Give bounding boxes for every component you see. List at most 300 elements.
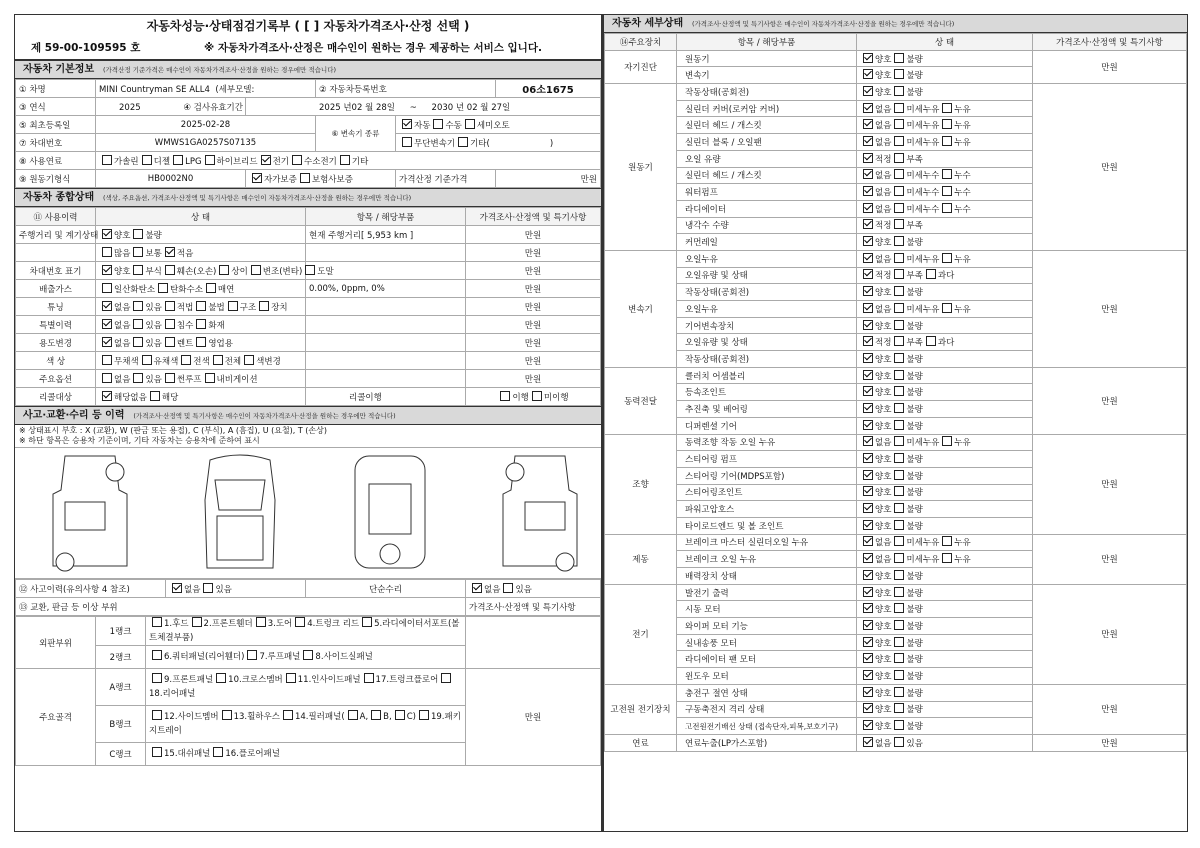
rank-checkbox[interactable] — [152, 617, 162, 627]
rank-checkbox[interactable] — [364, 673, 374, 683]
detail-item: 스티어링조인트 — [677, 484, 857, 501]
overall-checkbox[interactable] — [165, 247, 175, 257]
detail-option-label: 불량 — [906, 621, 923, 632]
fuel-checkbox[interactable] — [340, 155, 350, 165]
overall-checkbox[interactable] — [133, 229, 143, 239]
detail-checkbox[interactable] — [926, 336, 936, 346]
detail-checkbox[interactable] — [863, 353, 873, 363]
overall-option-label: 없음 — [114, 338, 131, 349]
rank-checkbox[interactable] — [362, 617, 372, 627]
motor-label: ⑨ 원동기형식 — [16, 170, 96, 188]
detail-checkbox[interactable] — [894, 336, 904, 346]
recall-option-label: 미이행 — [543, 392, 569, 403]
fuel-checkbox[interactable] — [102, 155, 112, 165]
detail-checkbox[interactable] — [894, 486, 904, 496]
overall-checkbox[interactable] — [102, 319, 112, 329]
warranty-checkbox[interactable] — [252, 173, 262, 183]
detail-checkbox[interactable] — [942, 536, 952, 546]
trans2-checkbox[interactable] — [458, 137, 468, 147]
detail-state — [857, 434, 1033, 451]
legend-line-2: ※ 하단 항목은 승용차 기준이며, 기타 자동차는 승용차에 준하여 표시 — [19, 436, 260, 445]
detail-h-state: 상 태 — [857, 34, 1033, 51]
overall-checkbox[interactable] — [181, 355, 191, 365]
detail-checkbox[interactable] — [863, 253, 873, 263]
detail-checkbox[interactable] — [894, 203, 904, 213]
simple-repair-checkbox[interactable] — [503, 583, 513, 593]
rank-items — [146, 646, 466, 669]
detail-option-label: 불량 — [906, 455, 923, 466]
recall-checkbox[interactable] — [532, 391, 542, 401]
detail-checkbox[interactable] — [894, 453, 904, 463]
overall-checkbox[interactable] — [102, 265, 112, 275]
detail-checkbox[interactable] — [894, 136, 904, 146]
detail-option-label: 불량 — [906, 521, 923, 532]
detail-option-label: 적정 — [875, 271, 892, 282]
detail-checkbox[interactable] — [863, 286, 873, 296]
overall-option-label: 장치 — [271, 302, 288, 313]
detail-checkbox[interactable] — [863, 136, 873, 146]
detail-state — [857, 584, 1033, 601]
detail-state — [857, 284, 1033, 301]
detail-checkbox[interactable] — [863, 603, 873, 613]
fuel-option-label: 기타 — [351, 156, 369, 167]
reg-no-label: ② 자동차등록번호 — [316, 80, 496, 98]
detail-checkbox[interactable] — [863, 303, 873, 313]
fuel-checkbox[interactable] — [261, 155, 271, 165]
rank-checkbox[interactable] — [192, 617, 202, 627]
detail-row — [605, 367, 1187, 384]
overall-row-label: 주요옵션 — [16, 370, 96, 388]
overall-option-label: 훼손(오손) — [176, 266, 217, 277]
overall-option-label: 상이 — [231, 266, 248, 277]
overall-checkbox[interactable] — [158, 283, 168, 293]
overall-checkbox[interactable] — [196, 319, 206, 329]
detail-checkbox[interactable] — [863, 553, 873, 563]
rank-label: A랭크 — [96, 669, 146, 706]
trans-label: ⑥ 변속기 종류 — [316, 116, 396, 152]
detail-checkbox[interactable] — [863, 520, 873, 530]
inspect-from: 2025 년02 월 28일 — [319, 102, 396, 113]
detail-item: 동력조향 작동 오일 누유 — [677, 434, 857, 451]
detail-h-device: ⑭주요장치 — [605, 34, 677, 51]
overall-option-label: 전색 — [193, 356, 210, 367]
rank-option-label: 3.도어 — [267, 619, 293, 629]
overall-checkbox[interactable] — [259, 301, 269, 311]
overall-row-item: 현재 주행거리[ 5,953 km ] — [306, 226, 466, 244]
warranty-options — [246, 170, 396, 188]
detail-checkbox[interactable] — [894, 186, 904, 196]
detail-checkbox[interactable] — [942, 103, 952, 113]
overall-checkbox[interactable] — [228, 301, 238, 311]
detail-group-label: 조향 — [605, 434, 677, 534]
rank-checkbox[interactable] — [152, 710, 162, 720]
fuel-checkbox[interactable] — [205, 155, 215, 165]
detail-checkbox[interactable] — [894, 720, 904, 730]
detail-checkbox[interactable] — [894, 386, 904, 396]
overall-checkbox[interactable] — [165, 319, 175, 329]
detail-checkbox[interactable] — [942, 119, 952, 129]
detail-group-label: 변속기 — [605, 250, 677, 367]
overall-option-label: 도말 — [317, 266, 334, 277]
detail-checkbox[interactable] — [863, 320, 873, 330]
detail-checkbox[interactable] — [894, 103, 904, 113]
detail-checkbox[interactable] — [894, 553, 904, 563]
detail-state — [857, 301, 1033, 318]
overall-checkbox[interactable] — [102, 283, 112, 293]
detail-checkbox[interactable] — [894, 169, 904, 179]
overall-checkbox[interactable] — [133, 247, 143, 257]
detail-option-label: 미세누유 — [906, 538, 940, 549]
detail-price: 만원 — [1033, 84, 1187, 251]
rank-price — [466, 617, 601, 669]
detail-checkbox[interactable] — [894, 253, 904, 263]
detail-checkbox[interactable] — [942, 136, 952, 146]
detail-checkbox[interactable] — [894, 320, 904, 330]
overall-checkbox[interactable] — [206, 283, 216, 293]
overall-checkbox[interactable] — [205, 373, 215, 383]
overall-option-label: 있음 — [145, 338, 162, 349]
rank-checkbox[interactable] — [441, 673, 451, 683]
accident-option-label: 없음 — [184, 584, 201, 595]
detail-checkbox[interactable] — [863, 737, 873, 747]
accident-checkbox[interactable] — [203, 583, 213, 593]
detail-checkbox[interactable] — [863, 486, 873, 496]
rank-checkbox[interactable] — [283, 710, 293, 720]
document-number: 제 59-00-109595 호 — [31, 42, 141, 54]
basic-info-table — [15, 79, 601, 188]
detail-item: 브레이크 오일 누유 — [677, 551, 857, 568]
detail-checkbox[interactable] — [894, 703, 904, 713]
overall-option-label: 해당 — [161, 392, 179, 403]
detail-checkbox[interactable] — [894, 570, 904, 580]
detail-checkbox[interactable] — [863, 670, 873, 680]
first-reg: 2025-02-28 — [96, 116, 316, 134]
detail-checkbox[interactable] — [894, 286, 904, 296]
overall-row-state — [96, 244, 306, 262]
detail-checkbox[interactable] — [863, 53, 873, 63]
detail-checkbox[interactable] — [863, 403, 873, 413]
detail-checkbox[interactable] — [942, 203, 952, 213]
detail-checkbox[interactable] — [863, 453, 873, 463]
overall-option-label: 없음 — [114, 302, 131, 313]
detail-checkbox[interactable] — [894, 536, 904, 546]
service-notice: ※ 자동차가격조사·산정은 매수인이 원하는 경우 제공하는 서비스 입니다. — [204, 42, 542, 54]
detail-state — [857, 250, 1033, 267]
overall-option-label: 적법 — [176, 302, 194, 313]
detail-checkbox[interactable] — [863, 69, 873, 79]
warranty-checkbox[interactable] — [300, 173, 310, 183]
detail-checkbox[interactable] — [894, 620, 904, 630]
trans-option-label: 수동 — [445, 120, 462, 131]
detail-checkbox[interactable] — [863, 103, 873, 113]
overall-checkbox[interactable] — [133, 373, 143, 383]
detail-checkbox[interactable] — [863, 420, 873, 430]
rank-checkbox[interactable] — [152, 747, 162, 757]
detail-option-label: 양호 — [875, 638, 892, 649]
detail-state — [857, 718, 1033, 735]
overall-checkbox[interactable] — [102, 301, 112, 311]
rank-checkbox[interactable] — [222, 710, 232, 720]
overall-checkbox[interactable] — [150, 391, 160, 401]
detail-checkbox[interactable] — [863, 503, 873, 513]
rank-option-label: 6.쿼터패널(리어휀더) — [164, 652, 245, 662]
detail-group-label: 고전원 전기장치 — [605, 684, 677, 734]
overall-row-price — [466, 388, 601, 406]
trans-options — [396, 116, 601, 134]
detail-checkbox[interactable] — [942, 436, 952, 446]
rank-checkbox[interactable] — [256, 617, 266, 627]
trans-checkbox[interactable] — [465, 119, 475, 129]
detail-state — [857, 534, 1033, 551]
inspect-to: 2030 년 02 월 27일 — [431, 102, 511, 113]
detail-item: 오일 유량 — [677, 150, 857, 167]
recall-checkbox[interactable] — [500, 391, 510, 401]
overall-checkbox[interactable] — [251, 265, 261, 275]
overall-checkbox[interactable] — [102, 355, 112, 365]
rank-checkbox[interactable] — [348, 710, 358, 720]
detail-checkbox[interactable] — [894, 403, 904, 413]
detail-option-label: 양호 — [875, 404, 892, 415]
detail-checkbox[interactable] — [894, 53, 904, 63]
rank-option-label: 11.인사이드패널 — [297, 675, 361, 685]
detail-checkbox[interactable] — [863, 153, 873, 163]
rank-checkbox[interactable] — [216, 673, 226, 683]
rank-option-label: 10.크로스멤버 — [228, 675, 283, 685]
rank-checkbox[interactable] — [286, 673, 296, 683]
detail-checkbox[interactable] — [894, 86, 904, 96]
detail-option-label: 양호 — [875, 588, 892, 599]
rank-checkbox[interactable] — [295, 617, 305, 627]
rank-checkbox[interactable] — [213, 747, 223, 757]
rank-checkbox[interactable] — [303, 650, 313, 660]
overall-checkbox[interactable] — [102, 247, 112, 257]
detail-price: 만원 — [1033, 534, 1187, 584]
overall-checkbox[interactable] — [102, 391, 112, 401]
detail-option-label: 미세누유 — [906, 304, 940, 315]
detail-checkbox[interactable] — [863, 370, 873, 380]
overall-checkbox[interactable] — [102, 229, 112, 239]
rank-checkbox[interactable] — [395, 710, 405, 720]
detail-checkbox[interactable] — [863, 470, 873, 480]
car-diagrams — [15, 448, 601, 579]
overall-row-price: 만원 — [466, 316, 601, 334]
detail-checkbox[interactable] — [863, 536, 873, 546]
overall-row-price: 만원 — [466, 280, 601, 298]
overall-h-price: 가격조사·산정액 및 특기사항 — [466, 208, 601, 226]
overall-checkbox[interactable] — [102, 337, 112, 347]
detail-checkbox[interactable] — [863, 653, 873, 663]
overall-row-state — [96, 226, 306, 244]
overall-row-state — [96, 316, 306, 334]
simple-repair-checkbox[interactable] — [472, 583, 482, 593]
detail-option-label: 미세누유 — [906, 254, 940, 265]
detail-price: 만원 — [1033, 50, 1187, 83]
detail-checkbox[interactable] — [863, 637, 873, 647]
rank-row — [16, 669, 601, 706]
detail-option-label: 누유 — [954, 137, 971, 148]
detail-checkbox[interactable] — [894, 687, 904, 697]
detail-checkbox[interactable] — [863, 203, 873, 213]
overall-checkbox[interactable] — [165, 337, 175, 347]
overall-checkbox[interactable] — [133, 337, 143, 347]
rank-checkbox[interactable] — [152, 673, 162, 683]
detail-checkbox[interactable] — [894, 370, 904, 380]
detail-state — [857, 668, 1033, 685]
overall-checkbox[interactable] — [165, 301, 175, 311]
rank-checkbox[interactable] — [419, 710, 429, 720]
rank-option-label: C) — [406, 712, 416, 722]
detail-checkbox[interactable] — [863, 386, 873, 396]
overall-option-label: 색변경 — [256, 356, 281, 367]
car-frame-diagram — [335, 450, 445, 574]
detail-checkbox[interactable] — [894, 737, 904, 747]
detail-checkbox[interactable] — [894, 603, 904, 613]
detail-item: 냉각수 수량 — [677, 217, 857, 234]
detail-item: 원동기 — [677, 50, 857, 67]
acc-options — [166, 580, 306, 598]
detail-checkbox[interactable] — [894, 470, 904, 480]
detail-checkbox[interactable] — [942, 253, 952, 263]
fuel-checkbox[interactable] — [142, 155, 152, 165]
overall-option-label: 없음 — [114, 374, 131, 385]
overall-checkbox[interactable] — [305, 265, 315, 275]
overall-row-label: 튜닝 — [16, 298, 96, 316]
detail-checkbox[interactable] — [942, 553, 952, 563]
overall-h-item: 항목 / 해당부품 — [306, 208, 466, 226]
rank-option-label: 13.휠하우스 — [233, 712, 280, 722]
detail-row — [605, 534, 1187, 551]
detail-checkbox[interactable] — [894, 503, 904, 513]
model-label: (세부모델: — [215, 84, 255, 95]
detail-checkbox[interactable] — [863, 687, 873, 697]
detail-item: 파워고압호스 — [677, 501, 857, 518]
detail-checkbox[interactable] — [863, 86, 873, 96]
detail-row — [605, 50, 1187, 67]
detail-checkbox[interactable] — [942, 186, 952, 196]
detail-checkbox[interactable] — [926, 269, 936, 279]
detail-checkbox[interactable] — [894, 520, 904, 530]
detail-option-label: 양호 — [875, 722, 892, 733]
overall-option-label: 화재 — [208, 320, 225, 331]
detail-checkbox[interactable] — [942, 303, 952, 313]
detail-checkbox[interactable] — [863, 587, 873, 597]
detail-checkbox[interactable] — [863, 236, 873, 246]
trans-checkbox[interactable] — [433, 119, 443, 129]
accident-legend — [15, 425, 601, 448]
overall-row-state — [96, 370, 306, 388]
overall-checkbox[interactable] — [133, 301, 143, 311]
detail-checkbox[interactable] — [894, 637, 904, 647]
detail-checkbox[interactable] — [894, 436, 904, 446]
detail-item: 충전구 절연 상태 — [677, 684, 857, 701]
detail-option-label: 미세누유 — [906, 104, 940, 115]
detail-item: 배력장치 상태 — [677, 568, 857, 585]
accident-note: (가격조사·산정액 및 특기사항은 매수인이 자동차가격조사·산정을 원하는 경우에만 적습니다) — [133, 412, 396, 420]
detail-checkbox[interactable] — [863, 336, 873, 346]
detail-option-label: 불량 — [906, 605, 923, 616]
detail-option-label: 누유 — [954, 104, 971, 115]
overall-checkbox[interactable] — [102, 373, 112, 383]
detail-state — [857, 684, 1033, 701]
overall-checkbox[interactable] — [219, 265, 229, 275]
rank-label: B랭크 — [96, 706, 146, 743]
detail-checkbox[interactable] — [894, 587, 904, 597]
detail-state — [857, 50, 1033, 67]
detail-price: 만원 — [1033, 250, 1187, 367]
detail-option-label: 없음 — [875, 188, 892, 199]
detail-option-label: 양호 — [875, 321, 892, 332]
detail-checkbox[interactable] — [863, 269, 873, 279]
fuel-checkbox[interactable] — [173, 155, 183, 165]
detail-checkbox[interactable] — [894, 219, 904, 229]
accident-header — [15, 406, 601, 425]
rank-option-label: 9.프론트패널 — [164, 675, 214, 685]
detail-checkbox[interactable] — [863, 169, 873, 179]
rank-checkbox[interactable] — [371, 710, 381, 720]
detail-option-label: 양호 — [875, 455, 892, 466]
fuel-checkbox[interactable] — [292, 155, 302, 165]
overall-checkbox[interactable] — [196, 301, 206, 311]
overall-checkbox[interactable] — [133, 265, 143, 275]
rank-row — [16, 617, 601, 646]
detail-checkbox[interactable] — [863, 119, 873, 129]
overall-checkbox[interactable] — [213, 355, 223, 365]
overall-checkbox[interactable] — [196, 337, 206, 347]
detail-checkbox[interactable] — [894, 420, 904, 430]
overall-checkbox[interactable] — [165, 373, 175, 383]
detail-checkbox[interactable] — [863, 219, 873, 229]
rank-checkbox[interactable] — [247, 650, 257, 660]
detail-checkbox[interactable] — [894, 303, 904, 313]
detail-option-label: 불량 — [906, 588, 923, 599]
detail-checkbox[interactable] — [863, 720, 873, 730]
accident-checkbox[interactable] — [172, 583, 182, 593]
detail-checkbox[interactable] — [863, 620, 873, 630]
detail-checkbox[interactable] — [894, 670, 904, 680]
detail-checkbox[interactable] — [863, 570, 873, 580]
detail-checkbox[interactable] — [942, 169, 952, 179]
detail-checkbox[interactable] — [894, 153, 904, 163]
trans2-checkbox[interactable] — [402, 137, 412, 147]
rank-checkbox[interactable] — [152, 650, 162, 660]
detail-checkbox[interactable] — [863, 186, 873, 196]
detail-item: 와이퍼 모터 기능 — [677, 618, 857, 635]
overall-option-label: 불량 — [145, 230, 162, 241]
detail-option-label: 없음 — [875, 204, 892, 215]
overall-checkbox[interactable] — [165, 265, 175, 275]
overall-row-state — [96, 334, 306, 352]
detail-row — [605, 584, 1187, 601]
detail-checkbox[interactable] — [894, 269, 904, 279]
overall-checkbox[interactable] — [244, 355, 254, 365]
detail-item: 타이로드엔드 및 볼 조인트 — [677, 517, 857, 534]
overall-checkbox[interactable] — [142, 355, 152, 365]
detail-state — [857, 117, 1033, 134]
detail-checkbox[interactable] — [894, 236, 904, 246]
trans-checkbox[interactable] — [402, 119, 412, 129]
detail-checkbox[interactable] — [894, 653, 904, 663]
detail-checkbox[interactable] — [894, 353, 904, 363]
detail-checkbox[interactable] — [894, 69, 904, 79]
detail-option-label: 누유 — [954, 304, 971, 315]
detail-checkbox[interactable] — [863, 703, 873, 713]
detail-checkbox[interactable] — [863, 436, 873, 446]
overall-option-label: 적음 — [176, 248, 194, 259]
detail-option-label: 누수 — [954, 171, 971, 182]
overall-checkbox[interactable] — [133, 319, 143, 329]
detail-checkbox[interactable] — [894, 119, 904, 129]
overall-row-item — [306, 298, 466, 316]
